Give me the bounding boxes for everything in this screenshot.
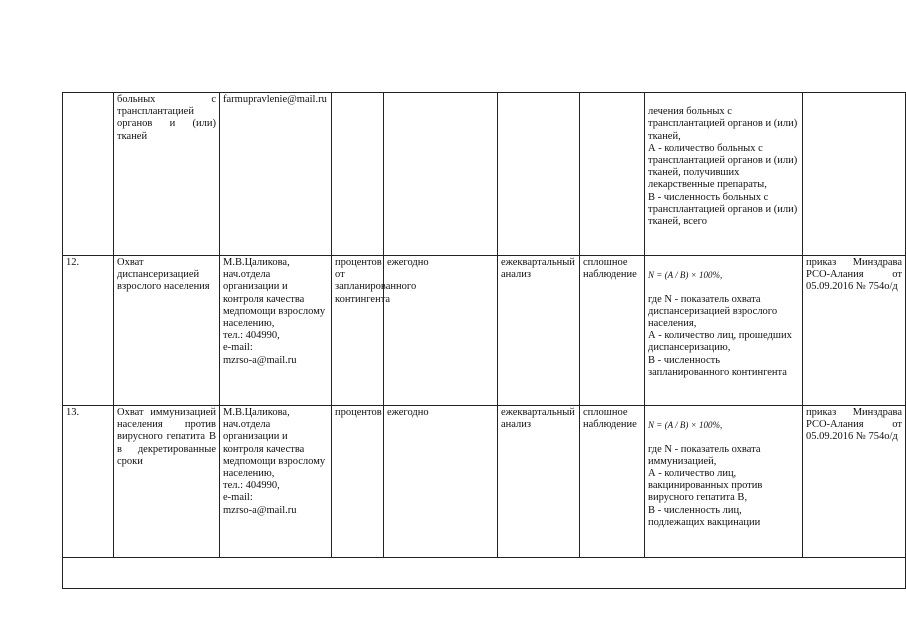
legal-basis: приказ Минздрава РСО-Алания от 05.09.2016 № 754о/д [803,406,906,558]
footer-cell [63,558,906,589]
calculation-description [645,406,803,558]
analysis-type [498,93,580,256]
row-number [63,93,114,256]
frequency: ежегодно [384,406,498,558]
calculation-description [645,256,803,406]
table-row [63,93,906,256]
calculation-text: лечения больных с трансплантацией органов и (или) тканей, А - количество больных с трансплантацией органов и (или) тканей, получивших лекарственные препараты, В - численность больных с трансплантацией органов и (или) тканей, всего [648,106,798,228]
formula: N = (A / B) × 100%, [648,420,723,431]
document-table [62,92,906,589]
unit-of-measure [332,93,384,256]
analysis-type: ежеквартальный анализ [498,406,580,558]
calculation-description [645,93,803,256]
responsible-contact: М.В.Цаликова, нач.отдела организации и контроля качества медпомощи взрослому населению, тел.: 404990, e-mail: mzrso-a@mail.ru [220,406,332,558]
row-number: 13. [63,406,114,558]
frequency [384,93,498,256]
table-row [63,406,906,558]
indicator-name: Охват диспансеризацией взрослого населения [114,256,220,406]
calculation-text: где N - показатель охвата диспансеризацией взрослого населения, А - количество лиц, прошедших диспансеризацию, В - численность запланированного контингента [648,293,792,378]
observation-method [580,93,645,256]
calculation-text: где N - показатель охвата иммунизацией, А - количество лиц, вакцинированных против вирусного гепатита В, В - численность лиц, подлежащих вакцинации [648,443,763,528]
indicator-name: Охват иммунизацией населения против вирусного гепатита В в декретированные сроки [114,406,220,558]
unit-of-measure: процентов от запланированного контингента [332,256,384,406]
analysis-type: ежеквартальный анализ [498,256,580,406]
responsible-contact: farmupravlenie@mail.ru [220,93,332,256]
formula: N = (A / B) × 100%, [648,270,723,281]
table-footer-row [63,558,906,589]
row-number: 12. [63,256,114,406]
responsible-contact: М.В.Цаликова, нач.отдела организации и контроля качества медпомощи взрослому населению, тел.: 404990, e-mail: mzrso-a@mail.ru [220,256,332,406]
table-row [63,256,906,406]
frequency: ежегодно [384,256,498,406]
unit-of-measure: процентов [332,406,384,558]
legal-basis [803,93,906,256]
indicator-name: больных с трансплантацией органов и (или) тканей [114,93,220,256]
observation-method: сплошное наблюдение [580,406,645,558]
observation-method: сплошное наблюдение [580,256,645,406]
legal-basis: приказ Минздрава РСО-Алания от 05.09.2016 № 754о/д [803,256,906,406]
